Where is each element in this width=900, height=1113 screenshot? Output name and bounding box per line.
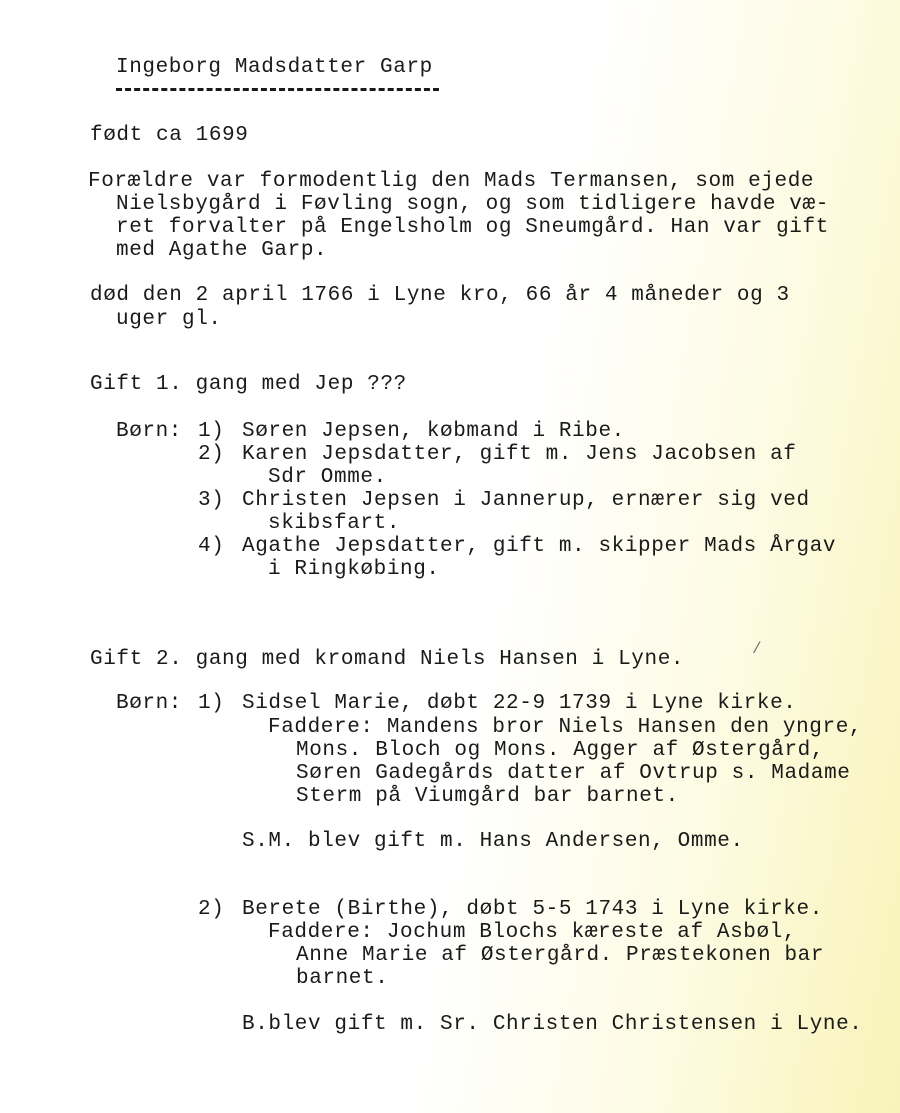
marriage1-child4-num: 4) <box>198 535 225 558</box>
marriage1-child2-line2: Sdr Omme. <box>268 466 387 489</box>
marriage1-child4-line2: i Ringkøbing. <box>268 558 440 581</box>
marriage2-child2-note: B.blev gift m. Sr. Christen Christensen i Lyne. <box>242 1013 863 1036</box>
death-line-2: uger gl. <box>116 308 222 331</box>
marriage1-heading: Gift 1. gang med Jep ??? <box>90 373 407 396</box>
marriage1-children-label: Børn: <box>116 420 183 443</box>
marriage1-child1-num: 1) <box>198 420 225 443</box>
marriage2-child1-sponsors-3: Søren Gadegårds datter af Ovtrup s. Madame <box>296 762 851 785</box>
marriage2-child1-line: Sidsel Marie, døbt 22-9 1739 i Lyne kirke. <box>242 692 797 715</box>
marriage1-child2-num: 2) <box>198 443 225 466</box>
marriage2-heading: Gift 2. gang med kromand Niels Hansen i Lyne. <box>90 648 685 671</box>
marriage2-child2-num: 2) <box>198 898 225 921</box>
marriage1-child4-line1: Agathe Jepsdatter, gift m. skipper Mads Årgav <box>242 535 837 558</box>
marriage2-child2-sponsors-1: Faddere: Jochum Blochs kæreste af Asbøl, <box>268 921 797 944</box>
marriage2-child1-num: 1) <box>198 692 225 715</box>
parents-line-2: Nielsbygård i Føvling sogn, og som tidligere havde væ- <box>116 193 829 216</box>
parents-line-3: ret forvalter på Engelsholm og Sneumgård. Han var gift <box>116 216 829 239</box>
marriage1-child3-line2: skibsfart. <box>268 512 401 535</box>
death-line-1: død den 2 april 1766 i Lyne kro, 66 år 4 måneder og 3 <box>90 284 790 307</box>
marriage1-child3-line1: Christen Jepsen i Jannerup, ernærer sig ved <box>242 489 810 512</box>
marriage2-child1-note: S.M. blev gift m. Hans Andersen, Omme. <box>242 830 744 853</box>
marriage1-child1-line1: Søren Jepsen, købmand i Ribe. <box>242 420 625 443</box>
marriage2-child2-sponsors-2: Anne Marie af Østergård. Præstekonen bar <box>296 944 825 967</box>
marriage2-child1-sponsors-1: Faddere: Mandens bror Niels Hansen den yngre, <box>268 716 863 739</box>
document-title: Ingeborg Madsdatter Garp <box>116 56 433 79</box>
marriage2-children-label: Børn: <box>116 692 183 715</box>
marriage1-child3-num: 3) <box>198 489 225 512</box>
title-underline <box>116 88 439 91</box>
marriage2-child1-sponsors-2: Mons. Bloch og Mons. Agger af Østergård, <box>296 739 825 762</box>
birth-line: født ca 1699 <box>90 124 249 147</box>
parents-line-4: med Agathe Garp. <box>116 239 328 262</box>
parents-line-1: Forældre var formodentlig den Mads Termansen, som ejede <box>88 170 815 193</box>
marriage2-child2-sponsors-3: barnet. <box>296 967 389 990</box>
marriage1-child2-line1: Karen Jepsdatter, gift m. Jens Jacobsen af <box>242 443 797 466</box>
marriage2-child1-sponsors-4: Sterm på Viumgård bar barnet. <box>296 785 679 808</box>
marriage2-child2-line: Berete (Birthe), døbt 5-5 1743 i Lyne kirke. <box>242 898 823 921</box>
stray-pen-mark: / <box>752 640 762 658</box>
